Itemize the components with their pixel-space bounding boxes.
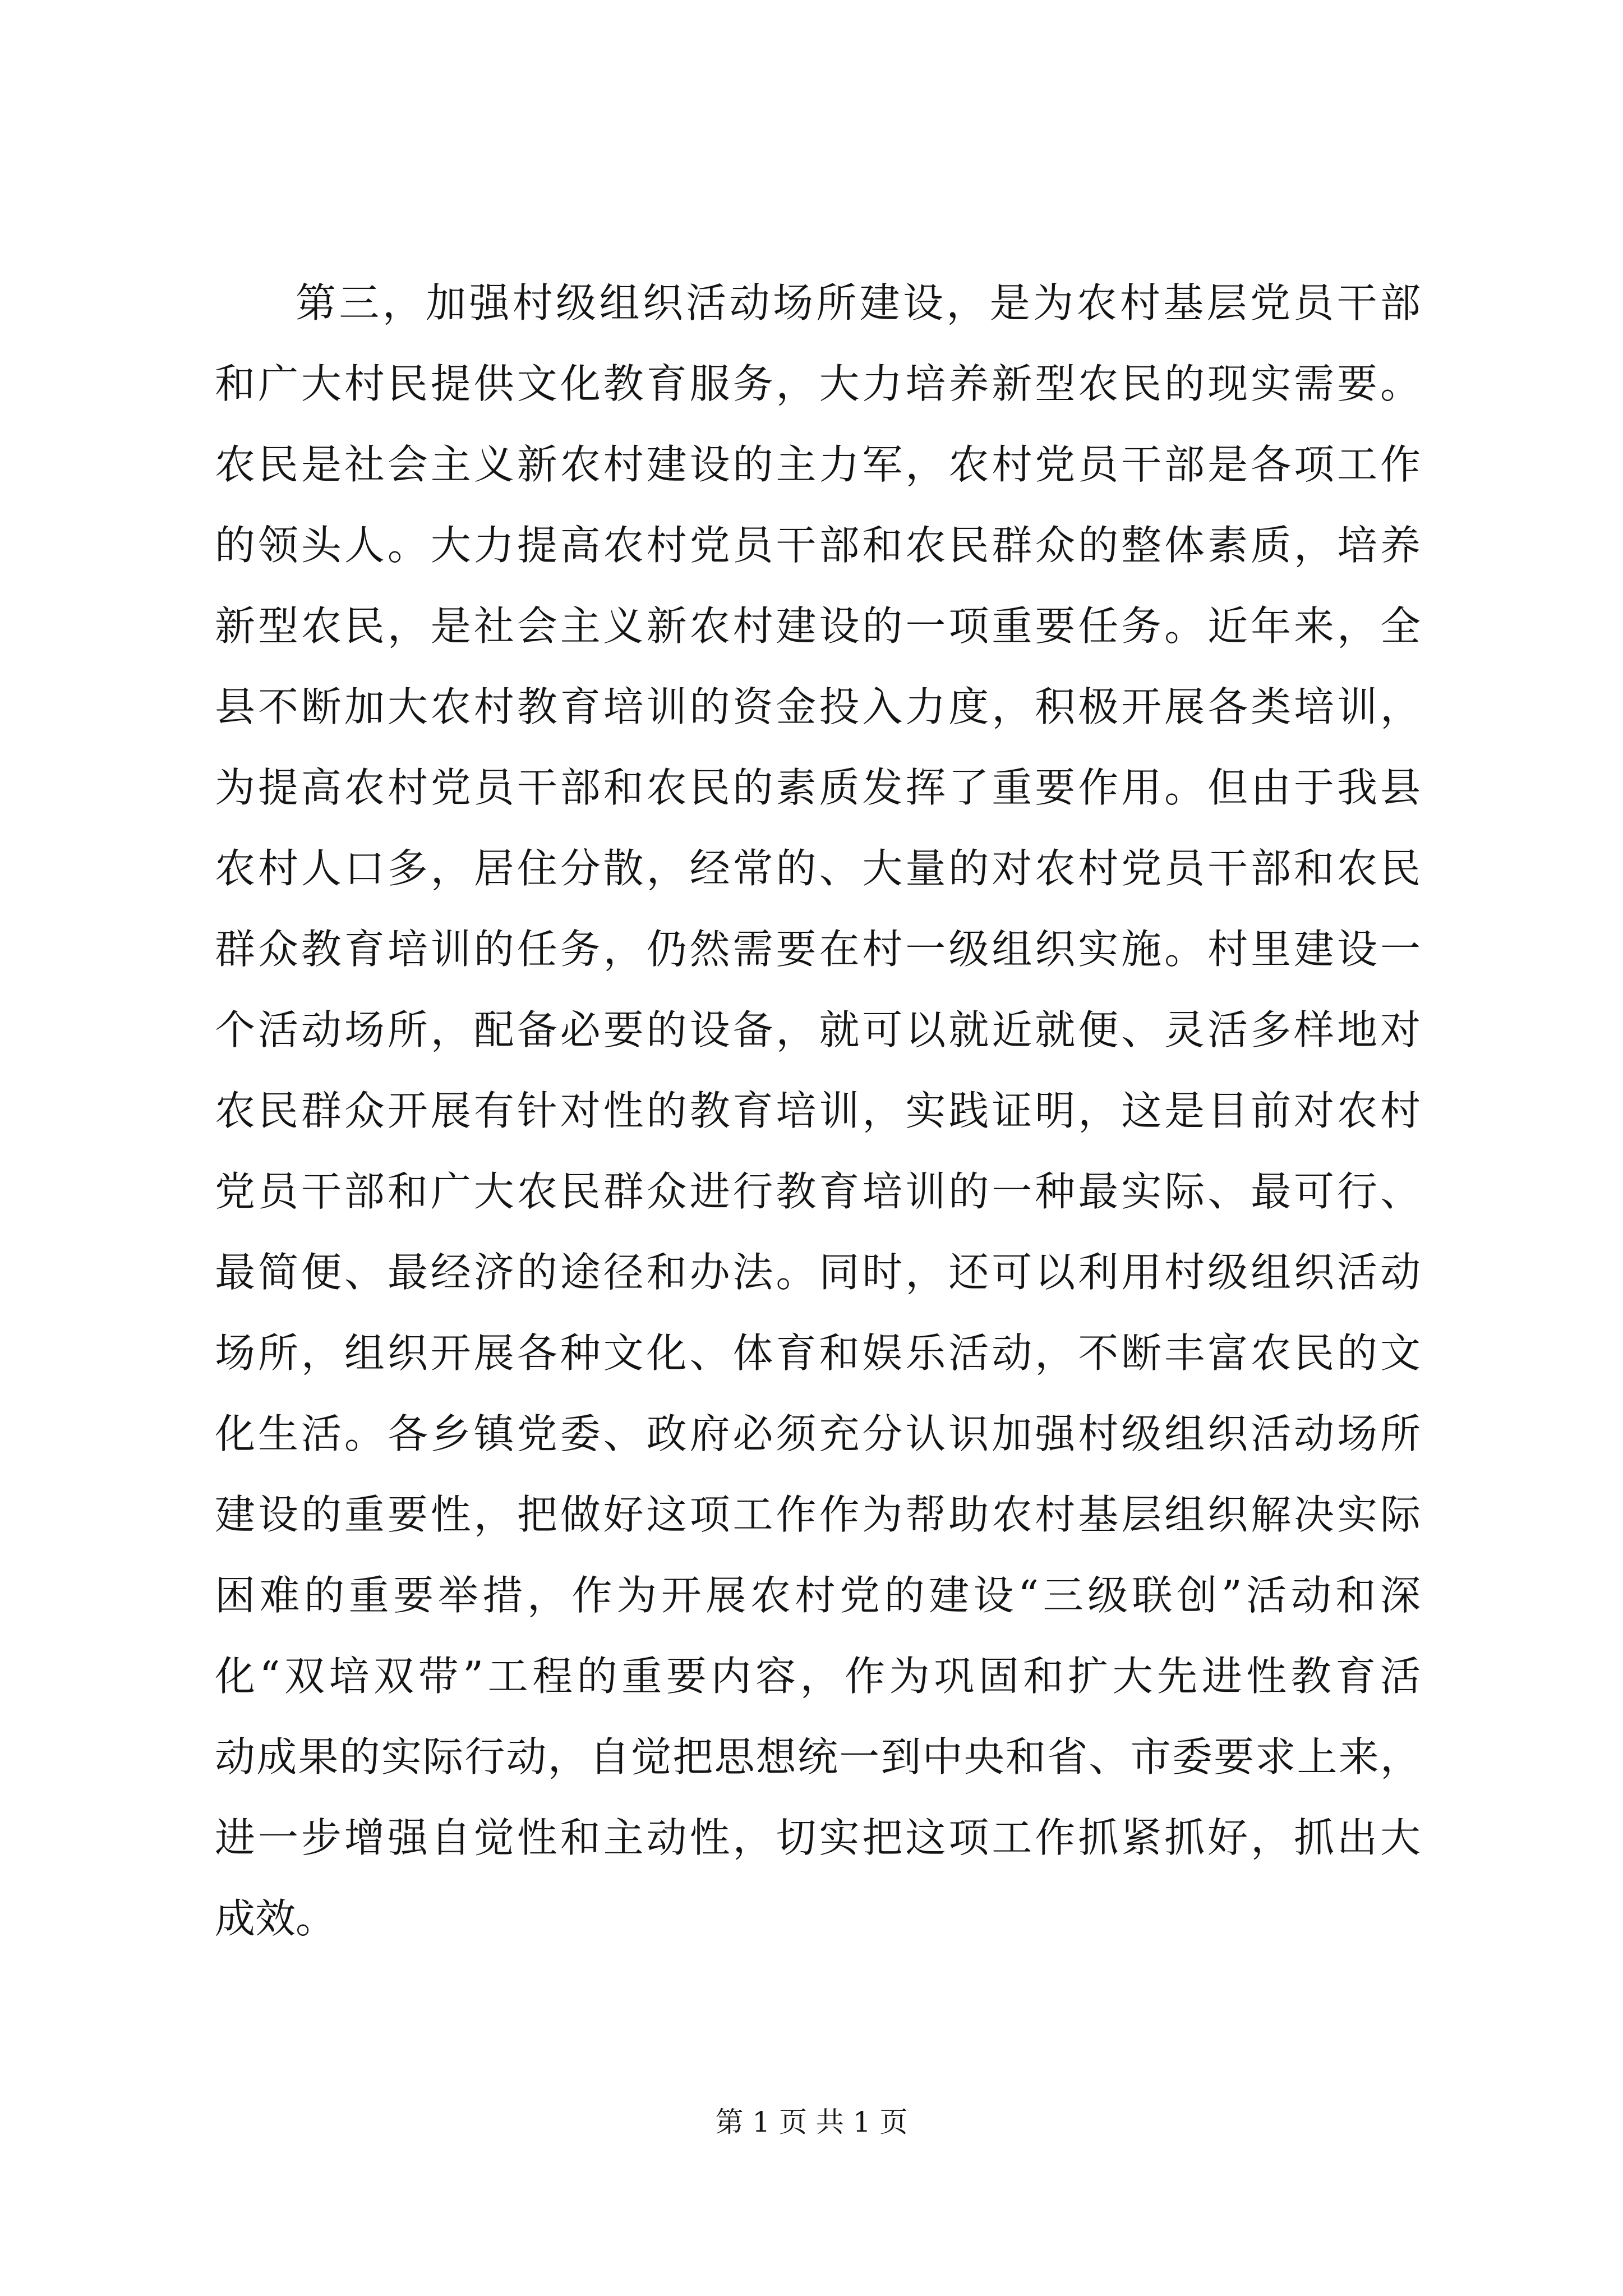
body-paragraph: [215, 263, 1421, 1959]
paragraph-line: 动成果的实际行动，自觉把思想统一到中央和省、市委要求上来，: [215, 1733, 1421, 1780]
paragraph-line: 第三，加强村级组织活动场所建设，是为农村基层党员干部: [296, 279, 1421, 326]
page-footer: 第 1 页 共 1 页: [715, 2106, 908, 2138]
paragraph-line: 群众教育培训的任务，仍然需要在村一级组织实施。村里建设一: [215, 926, 1421, 973]
paragraph-line: 党员干部和广大农民群众进行教育培训的一种最实际、最可行、: [215, 1168, 1421, 1215]
paragraph-line: 农村人口多，居住分散，经常的、大量的对农村党员干部和农民: [215, 845, 1421, 892]
paragraph-line: 困难的重要举措，作为开展农村党的建设“三级联创”活动和深: [215, 1572, 1421, 1619]
paragraph-line: 最简便、最经济的途径和办法。同时，还可以利用村级组织活动: [215, 1249, 1421, 1296]
paragraph-line: 和广大村民提供文化教育服务，大力培养新型农民的现实需要。: [215, 360, 1421, 407]
paragraph-line: 为提高农村党员干部和农民的素质发挥了重要作用。但由于我县: [215, 764, 1421, 811]
paragraph-line: 农民是社会主义新农村建设的主力军，农村党员干部是各项工作: [215, 441, 1421, 488]
paragraph-line: 县不断加大农村教育培训的资金投入力度，积极开展各类培训，: [215, 683, 1421, 730]
paragraph-line: 成效。: [215, 1895, 336, 1942]
paragraph-line: 个活动场所，配备必要的设备，就可以就近就便、灵活多样地对: [215, 1006, 1421, 1053]
paragraph-line: 场所，组织开展各种文化、体育和娱乐活动，不断丰富农民的文: [215, 1329, 1421, 1377]
paragraph-line: 的领头人。大力提高农村党员干部和农民群众的整体素质，培养: [215, 522, 1421, 569]
paragraph-line: 化“双培双带”工程的重要内容，作为巩固和扩大先进性教育活: [215, 1653, 1421, 1700]
paragraph-line: 农民群众开展有针对性的教育培训，实践证明，这是目前对农村: [215, 1087, 1421, 1134]
paragraph-line: 进一步增强自觉性和主动性，切实把这项工作抓紧抓好，抓出大: [215, 1814, 1421, 1861]
paragraph-line: 新型农民，是社会主义新农村建设的一项重要任务。近年来，全: [215, 602, 1421, 650]
paragraph-line: 化生活。各乡镇党委、政府必须充分认识加强村级组织活动场所: [215, 1410, 1421, 1457]
paragraph-line: 建设的重要性，把做好这项工作作为帮助农村基层组织解决实际: [215, 1491, 1421, 1538]
